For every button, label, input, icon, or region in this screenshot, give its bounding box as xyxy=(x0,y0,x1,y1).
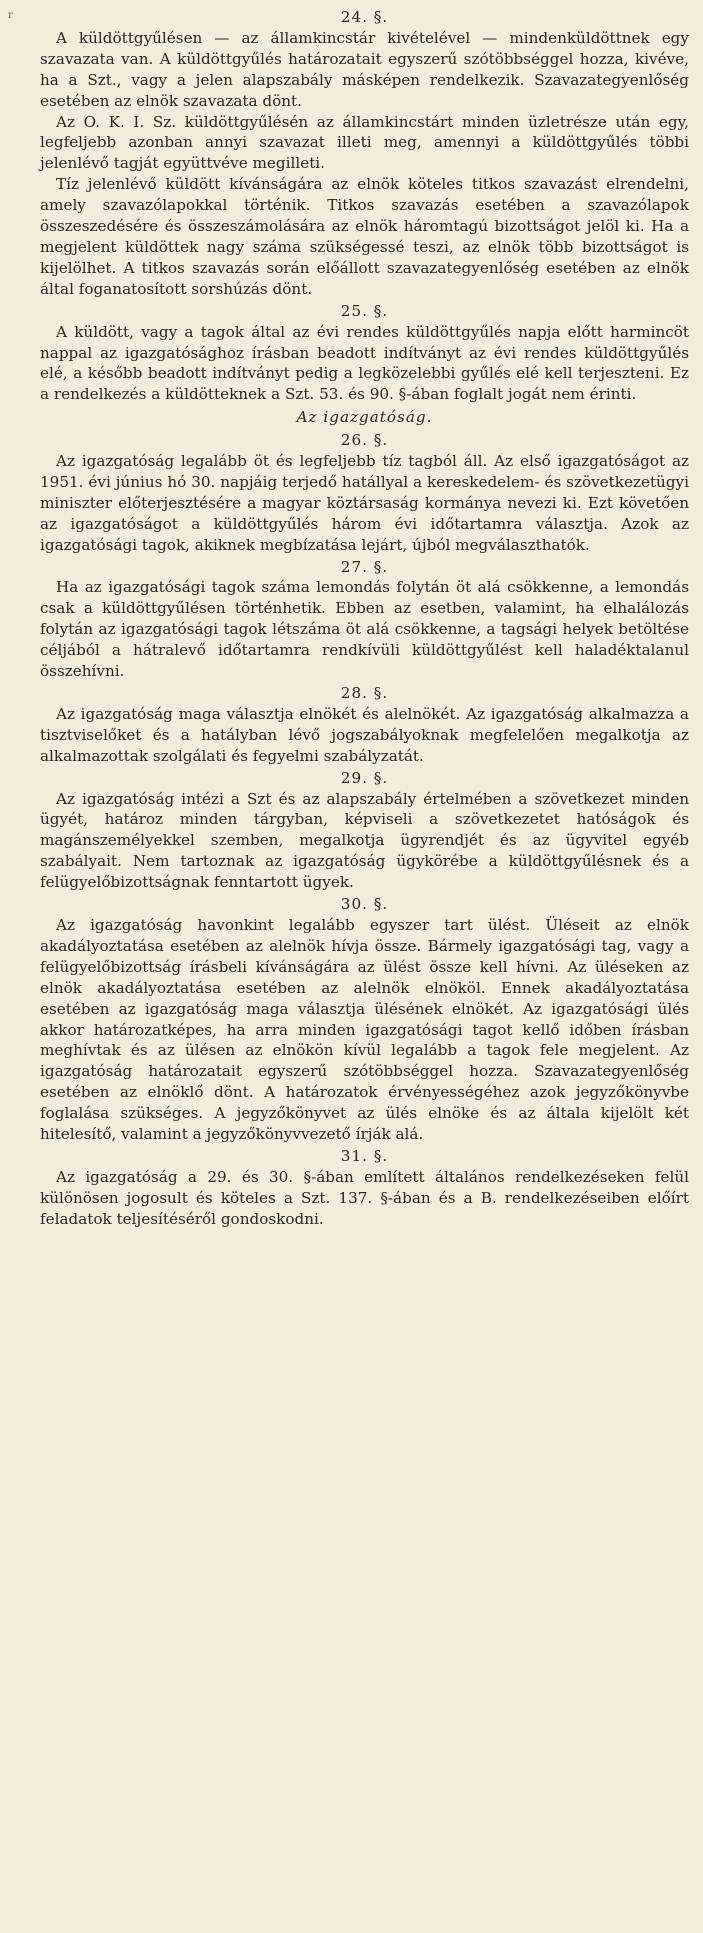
paragraph: Az igazgatóság intézi a Szt és az alapszabály értelmében a szövetkezet minden ügyét, határoz minden tárgyban, képviseli a szövetkezetet hatóságok és magánszemélyekkel szemben, megalkotja ügyrendjét és az ügyvitel egyéb szabályait. Nem tartoznak az igazgatóság ügykörébe a küldöttgyűlésnek és a felügyelőbizottságnak fenntartott ügyek. xyxy=(40,789,689,892)
section-24 xyxy=(40,7,689,300)
section-heading: 24. §. xyxy=(340,8,389,26)
corner-mark: r xyxy=(8,10,13,21)
section-heading: 29. §. xyxy=(340,768,389,787)
paragraph: Az igazgatóság maga választja elnökét és alelnökét. Az igazgatóság alkalmazza a tisztviselőket és a hatályban lévő jogszabályoknak megfelelően megalkotja az alkalmazottak szolgálati és fegyelmi szabályzatát. xyxy=(40,704,689,765)
paragraph: Ha az igazgatósági tagok száma lemondás folytán öt alá csökkenne, a lemondás csak a küldöttgyűlésen történhetik. Ebben az esetben, valamint, ha elhalálozás folytán az igazgatósági tagok létszáma öt alá csökkenne, a tagsági helyek betöltése céljából a hátralevő időtartamra rendkívüli küldöttgyűlést kell haladéktalanul összehívni. xyxy=(40,578,689,681)
paragraph: Tíz jelenlévő küldött kívánságára az elnök köteles titkos szavazást elrendelni, amely szavazólapokkal történik. Titkos szavazás esetében a szavazólapok összeszedésére és összeszámolására az elnök háromtagú bizottságot jelöl ki. Ha a megjelent küldöttek nagy száma szükségessé teszi, az elnök több bizottságot is kijelölhet. A titkos szavazás során előállott szavazategyenlőség esetében az elnök által foganatosított sorshúzás dönt. xyxy=(40,175,689,298)
section-25 xyxy=(40,301,689,406)
paragraph: Az igazgatóság legalább öt és legfeljebb tíz tagból áll. Az első igazgatóságot az 1951. évi június hó 30. napjáig terjedő hatállyal a kereskedelem- és szövetkezetügyi miniszter előterjesztésére a magyar köztársaság kormánya nevezi ki. Ezt követően az igazgatóságot a küldöttgyűlés három évi időtartamra választja. Azok az igazgatósági tagok, akiknek megbízatása lejárt, újból megválaszthatók. xyxy=(40,452,689,554)
section-27 xyxy=(40,557,689,682)
section-heading: 31. §. xyxy=(340,1146,389,1165)
section-heading: 26. §. xyxy=(340,431,389,450)
paragraph: A küldöttgyűlésen — az államkincstár kivételével — mindenküldöttnek egy szavazata van. A küldöttgyűlés határozatait egyszerű szótöbbséggel hozza, kivéve, ha a Szt., vagy a jelen alapszabály másképen rendelkezik. Szavazategyenlőség esetében az elnök szavazata dönt. xyxy=(40,28,689,110)
section-26 xyxy=(40,407,689,555)
paragraph: A küldött, vagy a tagok által az évi rendes küldöttgyűlés napja előtt harmincöt nappal az igazgatósághoz írásban beadott indítványt az évi rendes küldöttgyűlés elé, a később beadott indítványt pedig a legközelebbi gyűlés elé kell terjeszteni. Ez a rendelkezés a küldötteknek a Szt. 53. és 90. §-ában foglalt jogát nem érinti. xyxy=(40,322,689,404)
section-31 xyxy=(40,1146,689,1230)
section-30 xyxy=(40,894,689,1145)
section-heading: 28. §. xyxy=(340,684,389,702)
paragraph: Az igazgatóság a 29. és 30. §-ában említett általános rendelkezéseken felül különösen jogosult és köteles a Szt. 137. §-ában és a B. rendelkezéseiben előírt feladatok teljesítéséről gondoskodni. xyxy=(40,1167,689,1228)
paragraph: Az igazgatóság havonkint legalább egyszer tart ülést. Üléseit az elnök akadályoztatása esetében az alelnök hívja össze. Bármely igazgatósági tag, vagy a felügyelőbizottság írásbeli kívánságára az ülést össze kell hívni. Az üléseken az elnök akadályoztatása esetében az alelnök elnököl. Ennek akadályoztatása esetében az igazgatóság maga választja ülésének elnökét. Az igazgatósági ülés akkor határozatképes, ha arra minden igazgatósági tagot kellő időben írásban meghívtak és az ülésen az elnökön kívül legalább a tagok fele megjelent. Az igazgatóság határozatait egyszerű szótöbbséggel hozza. Szavazategyenlőség esetében az elnöklő dönt. A határozatok érvényességéhez azok jegyzőkönyvbe foglalása szükséges. A jegyzőkönyvet az ülés elnöke és az általa kijelölt két hitelesítő, valamint a jegyzőkönyvvezető írják alá. xyxy=(40,915,689,1144)
section-heading: 30. §. xyxy=(340,895,389,914)
chapter-subheading: Az igazgatóság. xyxy=(296,408,433,427)
section-29 xyxy=(40,768,689,893)
section-28 xyxy=(40,683,689,767)
section-heading: 25. §. xyxy=(340,301,389,320)
section-heading: 27. §. xyxy=(340,557,389,576)
paragraph: Az O. K. I. Sz. küldöttgyűlésén az államkincstárt minden üzletrésze után egy, legfeljebb azonban annyi szavazat illeti meg, amennyi a küldöttgyűlés többi jelenlévő tagját együttvéve megilleti. xyxy=(40,112,689,173)
